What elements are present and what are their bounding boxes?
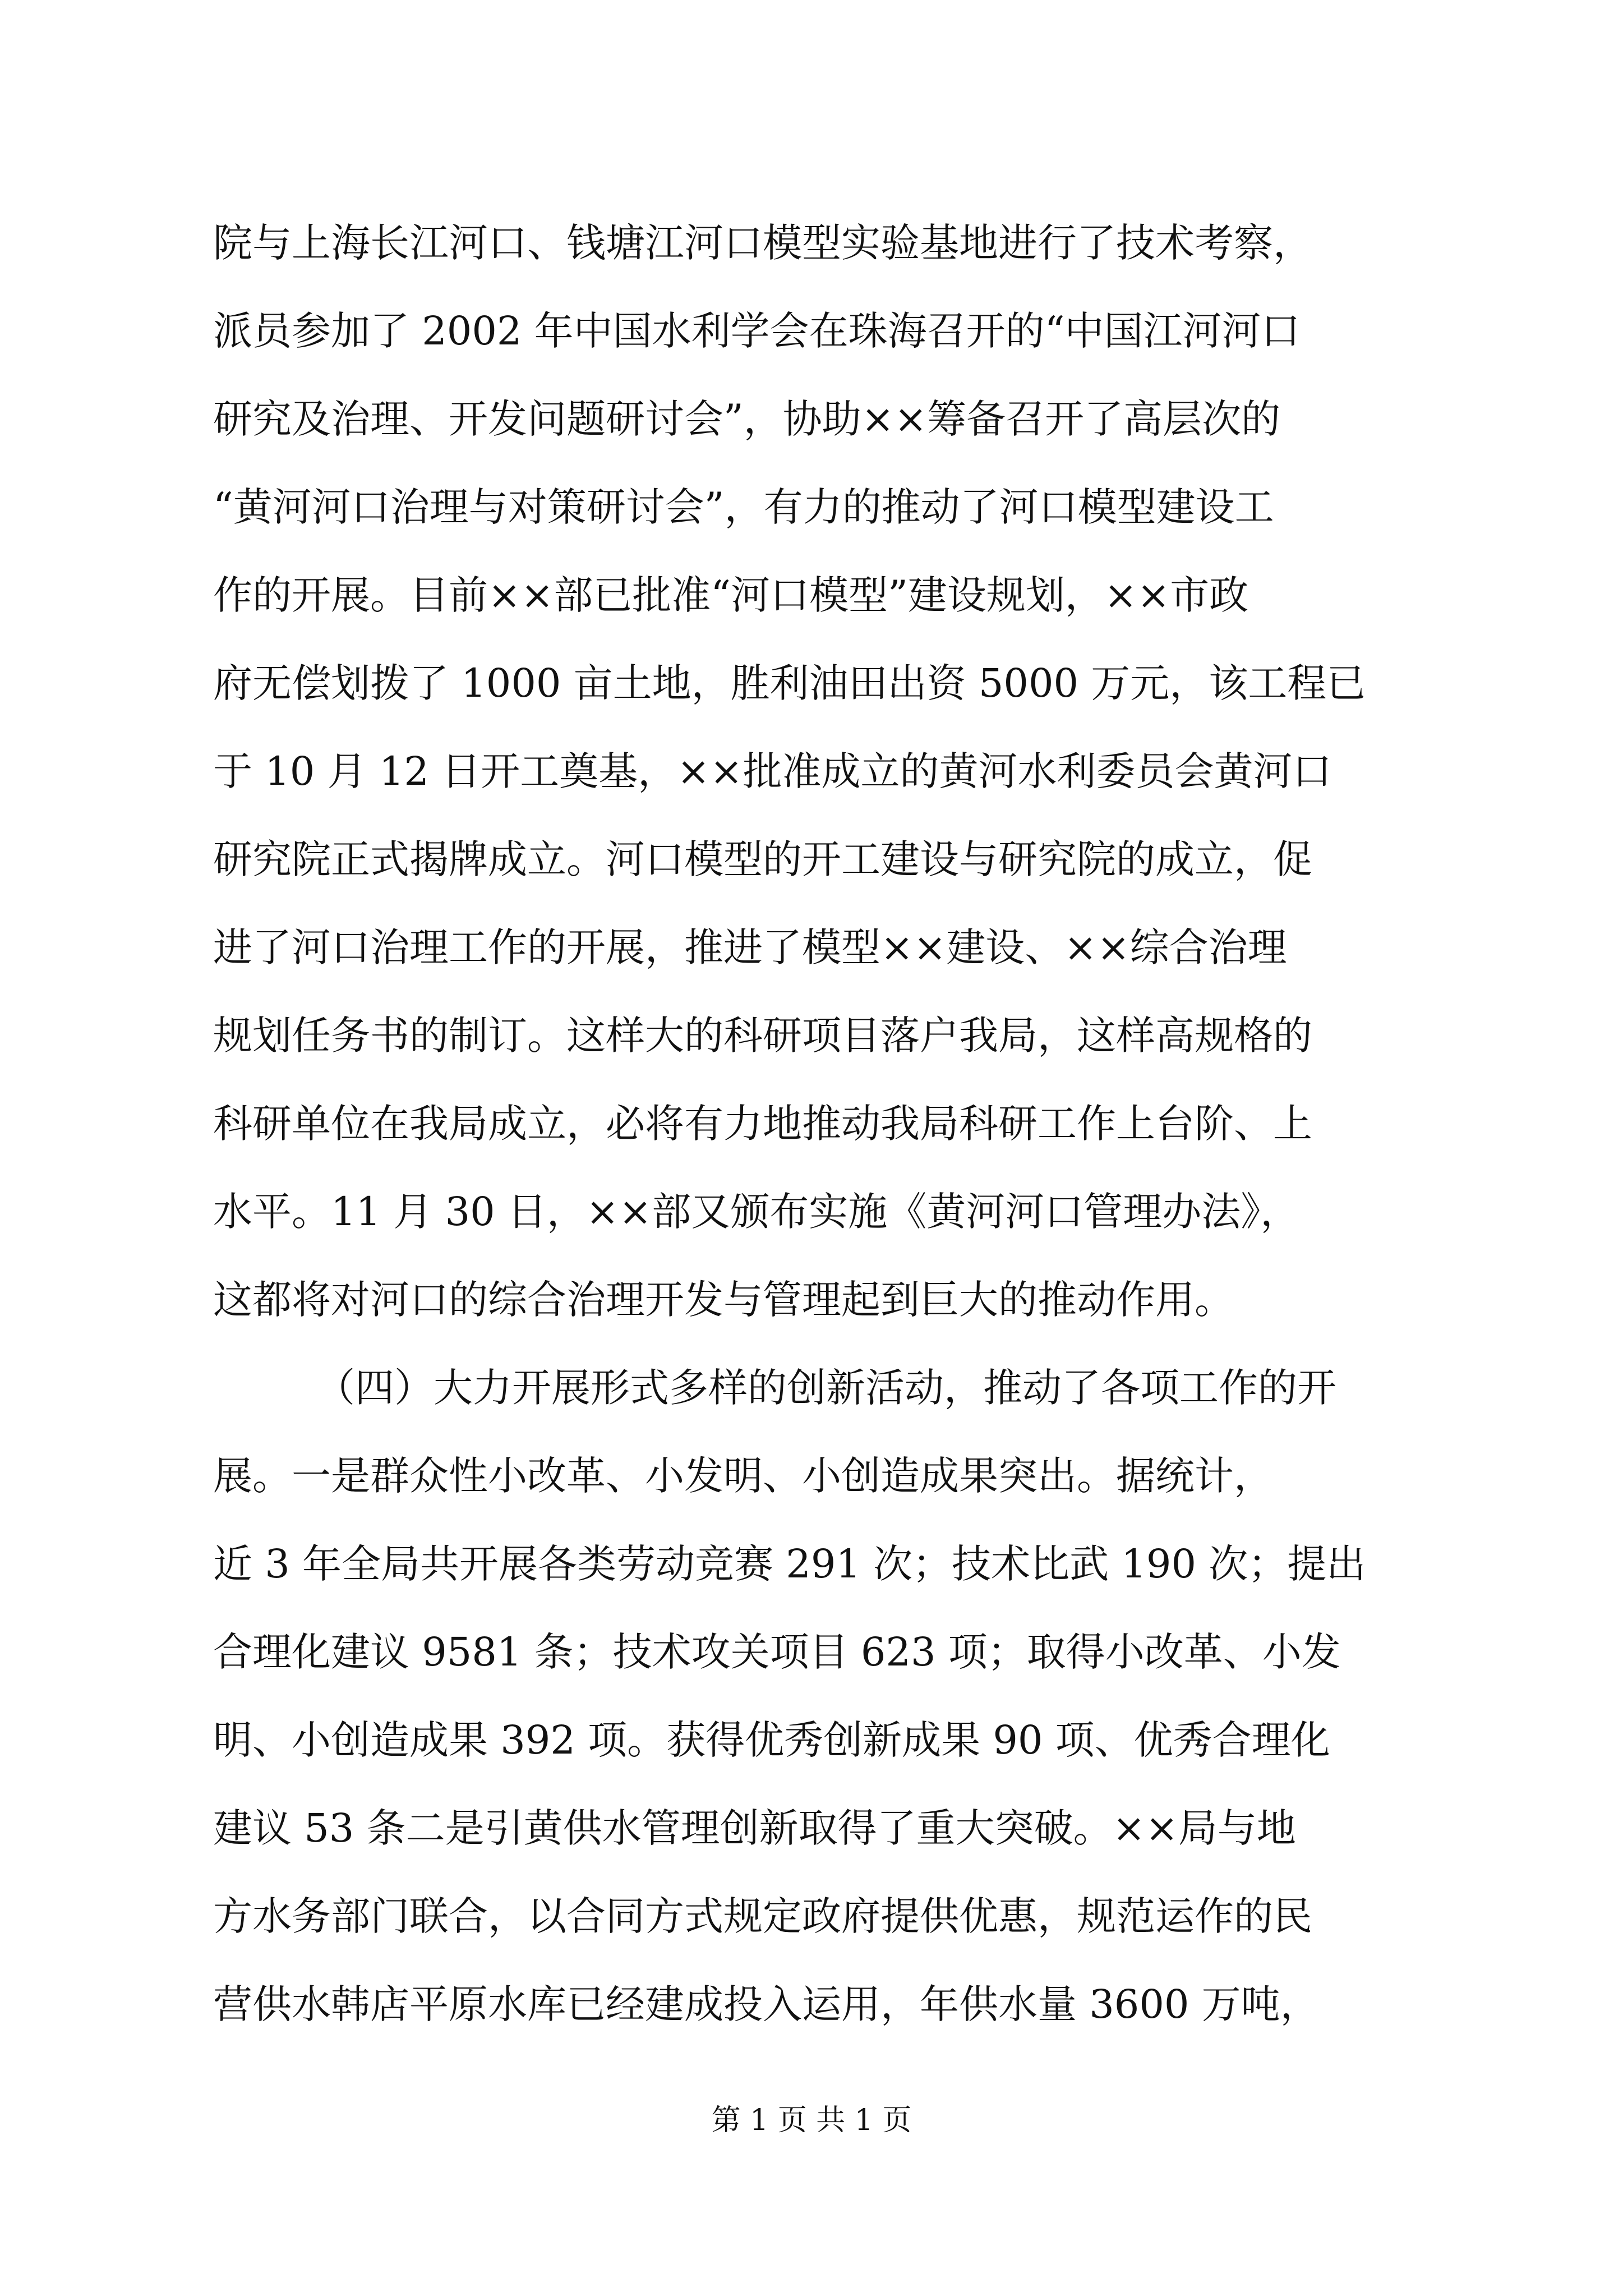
text-line: 合理化建议 9581 条；技术攻关项目 623 项；取得小改革、小发 bbox=[213, 1629, 1341, 1675]
text-line: 派员参加了 2002 年中国水利学会在珠海召开的“中国江河河口 bbox=[213, 308, 1301, 354]
text-line: 研究及治理、开发问题研讨会”，协助××筹备召开了高层次的 bbox=[213, 396, 1281, 442]
text-line: 这都将对河口的综合治理开发与管理起到巨大的推动作用。 bbox=[213, 1277, 1234, 1323]
text-line: 展。一是群众性小改革、小发明、小创造成果突出。据统计， bbox=[213, 1453, 1273, 1499]
text-line: “黄河河口治理与对策研讨会”，有力的推动了河口模型建设工 bbox=[213, 484, 1274, 530]
text-line: 府无偿划拨了 1000 亩土地，胜利油田出资 5000 万元，该工程已 bbox=[213, 660, 1366, 706]
text-line: 作的开展。目前××部已批准“河口模型”建设规划，××市政 bbox=[213, 572, 1249, 618]
text-line: 研究院正式揭牌成立。河口模型的开工建设与研究院的成立，促 bbox=[213, 836, 1312, 882]
text-line: 规划任务书的制订。这样大的科研项目落户我局，这样高规格的 bbox=[213, 1013, 1312, 1059]
body-text bbox=[213, 199, 1475, 2049]
page-footer: 第 1 页 共 1 页 bbox=[711, 2104, 912, 2137]
text-line: 进了河口治理工作的开展，推进了模型××建设、××综合治理 bbox=[213, 924, 1287, 970]
text-line: 院与上海长江河口、钱塘江河口模型实验基地进行了技术考察， bbox=[213, 220, 1312, 266]
text-line: 于 10 月 12 日开工奠基，××批准成立的黄河水利委员会黄河口 bbox=[213, 748, 1332, 794]
text-line: 科研单位在我局成立，必将有力地推动我局科研工作上台阶、上 bbox=[213, 1101, 1312, 1147]
text-line: 方水务部门联合，以合同方式规定政府提供优惠，规范运作的民 bbox=[213, 1893, 1312, 1939]
text-line: 营供水韩店平原水库已经建成投入运用，年供水量 3600 万吨， bbox=[213, 1981, 1320, 2027]
section-heading-line: （四）大力开展形式多样的创新活动，推动了各项工作的开 bbox=[316, 1365, 1336, 1411]
text-line: 明、小创造成果 392 项。获得优秀创新成果 90 项、优秀合理化 bbox=[213, 1717, 1330, 1763]
text-line: 水平。11 月 30 日，××部又颁布实施《黄河河口管理办法》， bbox=[213, 1189, 1300, 1235]
text-line: 近 3 年全局共开展各类劳动竞赛 291 次；技术比武 190 次；提出 bbox=[213, 1541, 1366, 1587]
text-line: 建议 53 条二是引黄供水管理创新取得了重大突破。××局与地 bbox=[213, 1805, 1296, 1851]
